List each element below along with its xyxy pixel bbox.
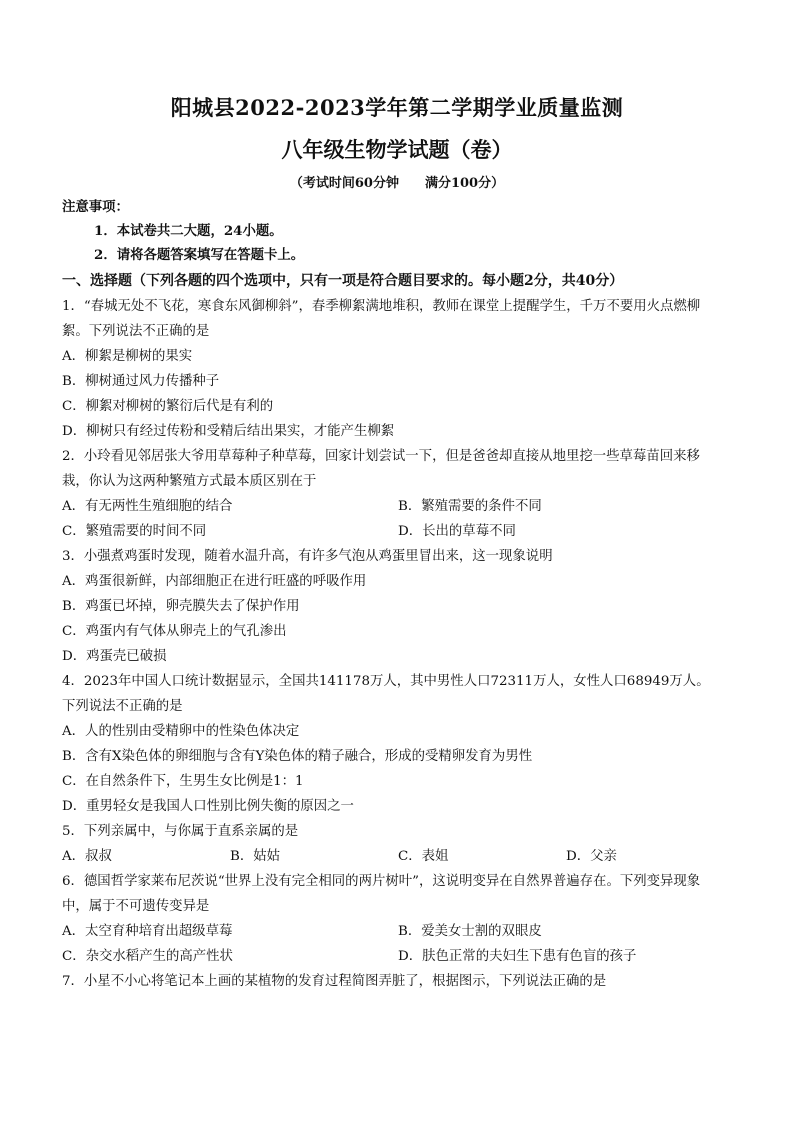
note-item: 1．本试卷共二大题，24小题。 xyxy=(94,223,283,239)
answer-option: A．鸡蛋很新鲜，内部细胞正在进行旺盛的呼吸作用 xyxy=(62,574,367,589)
question-stem: 3．小强煮鸡蛋时发现，随着水温升高，有许多气泡从鸡蛋里冒出来，这一现象说明 xyxy=(62,549,553,564)
question-stem: 5．下列亲属中，与你属于直系亲属的是 xyxy=(62,824,299,839)
answer-option: B．繁殖需要的条件不同 xyxy=(398,499,542,514)
answer-option: A．柳絮是柳树的果实 xyxy=(62,349,193,364)
answer-option: D．重男轻女是我国人口性别比例失衡的原因之一 xyxy=(62,799,354,814)
notes-heading: 注意事项： xyxy=(62,199,129,215)
exam-info xyxy=(0,172,794,191)
answer-option: C．柳絮对柳树的繁衍后代是有利的 xyxy=(62,399,274,414)
options-row xyxy=(62,848,734,866)
note-item: 2．请将各题答案填写在答题卡上。 xyxy=(94,247,305,263)
question-stem: 4．2023年中国人口统计数据显示，全国共141178万人，其中男性人口72311万人，女性人口68949万人。 xyxy=(62,674,710,689)
answer-option: A．叔叔 xyxy=(62,849,112,864)
answer-option: B．柳树通过风力传播种子 xyxy=(62,374,220,389)
answer-option: D．肤色正常的夫妇生下患有色盲的孩子 xyxy=(398,949,637,964)
exam-subtitle: 八年级生物学试题（卷） xyxy=(281,137,513,162)
options-row xyxy=(62,923,734,941)
answer-option: C．在自然条件下，生男生女比例是1：1 xyxy=(62,774,304,789)
question-stem: 1．“春城无处不飞花，寒食东风御柳斜”，春季柳絮满地堆积，教师在课堂上提醒学生，千万不要用火点燃柳 xyxy=(62,299,701,314)
full-score: 满分100分） xyxy=(424,176,505,191)
answer-option: A．人的性别由受精卵中的性染色体决定 xyxy=(62,724,300,739)
answer-option: B．鸡蛋已坏掉，卵壳膜失去了保护作用 xyxy=(62,599,300,614)
answer-option: C．表姐 xyxy=(398,849,449,864)
answer-option: D．父亲 xyxy=(566,849,617,864)
options-row xyxy=(62,498,734,516)
question-stem: 下列说法不正确的是 xyxy=(62,699,183,714)
options-row xyxy=(62,948,734,966)
exam-title: 阳城县2022-2023学年第二学期学业质量监测 xyxy=(170,95,624,120)
options-row xyxy=(62,523,734,541)
answer-option: D．鸡蛋壳已破损 xyxy=(62,649,167,664)
question-stem: 絮。下列说法不正确的是 xyxy=(62,324,210,339)
answer-option: A．有无两性生殖细胞的结合 xyxy=(62,499,233,514)
answer-option: D．柳树只有经过传粉和受精后结出果实，才能产生柳絮 xyxy=(62,424,395,439)
exam-time: （考试时间60分钟 xyxy=(289,176,399,191)
answer-option: A．太空育种培育出超级草莓 xyxy=(62,924,233,939)
answer-option: B．姑姑 xyxy=(230,849,281,864)
answer-option: C．鸡蛋内有气体从卵壳上的气孔渗出 xyxy=(62,624,287,639)
answer-option: D．长出的草莓不同 xyxy=(398,524,516,539)
answer-option: C．繁殖需要的时间不同 xyxy=(62,524,207,539)
question-stem: 中，属于不可遗传变异是 xyxy=(62,899,210,914)
question-stem: 2．小玲看见邻居张大爷用草莓种子种草莓，回家计划尝试一下，但是爸爸却直接从地里挖一些草莓苗回来移 xyxy=(62,449,700,464)
question-stem: 栽，你认为这两种繁殖方式最本质区别在于 xyxy=(62,474,317,489)
answer-option: C．杂交水稻产生的高产性状 xyxy=(62,949,233,964)
answer-option: B．含有X染色体的卵细胞与含有Y染色体的精子融合，形成的受精卵发育为男性 xyxy=(62,749,533,764)
answer-option: B．爱美女士割的双眼皮 xyxy=(398,924,542,939)
question-stem: 7．小星不小心将笔记本上画的某植物的发育过程简图弄脏了，根据图示，下列说法正确的是 xyxy=(62,974,607,989)
section-heading: 一、选择题（下列各题的四个选项中，只有一项是符合题目要求的。每小题2分，共40分） xyxy=(62,273,624,289)
question-stem: 6．德国哲学家莱布尼茨说“世界上没有完全相同的两片树叶”，这说明变异在自然界普遍存在。下列变异现象 xyxy=(62,874,701,889)
